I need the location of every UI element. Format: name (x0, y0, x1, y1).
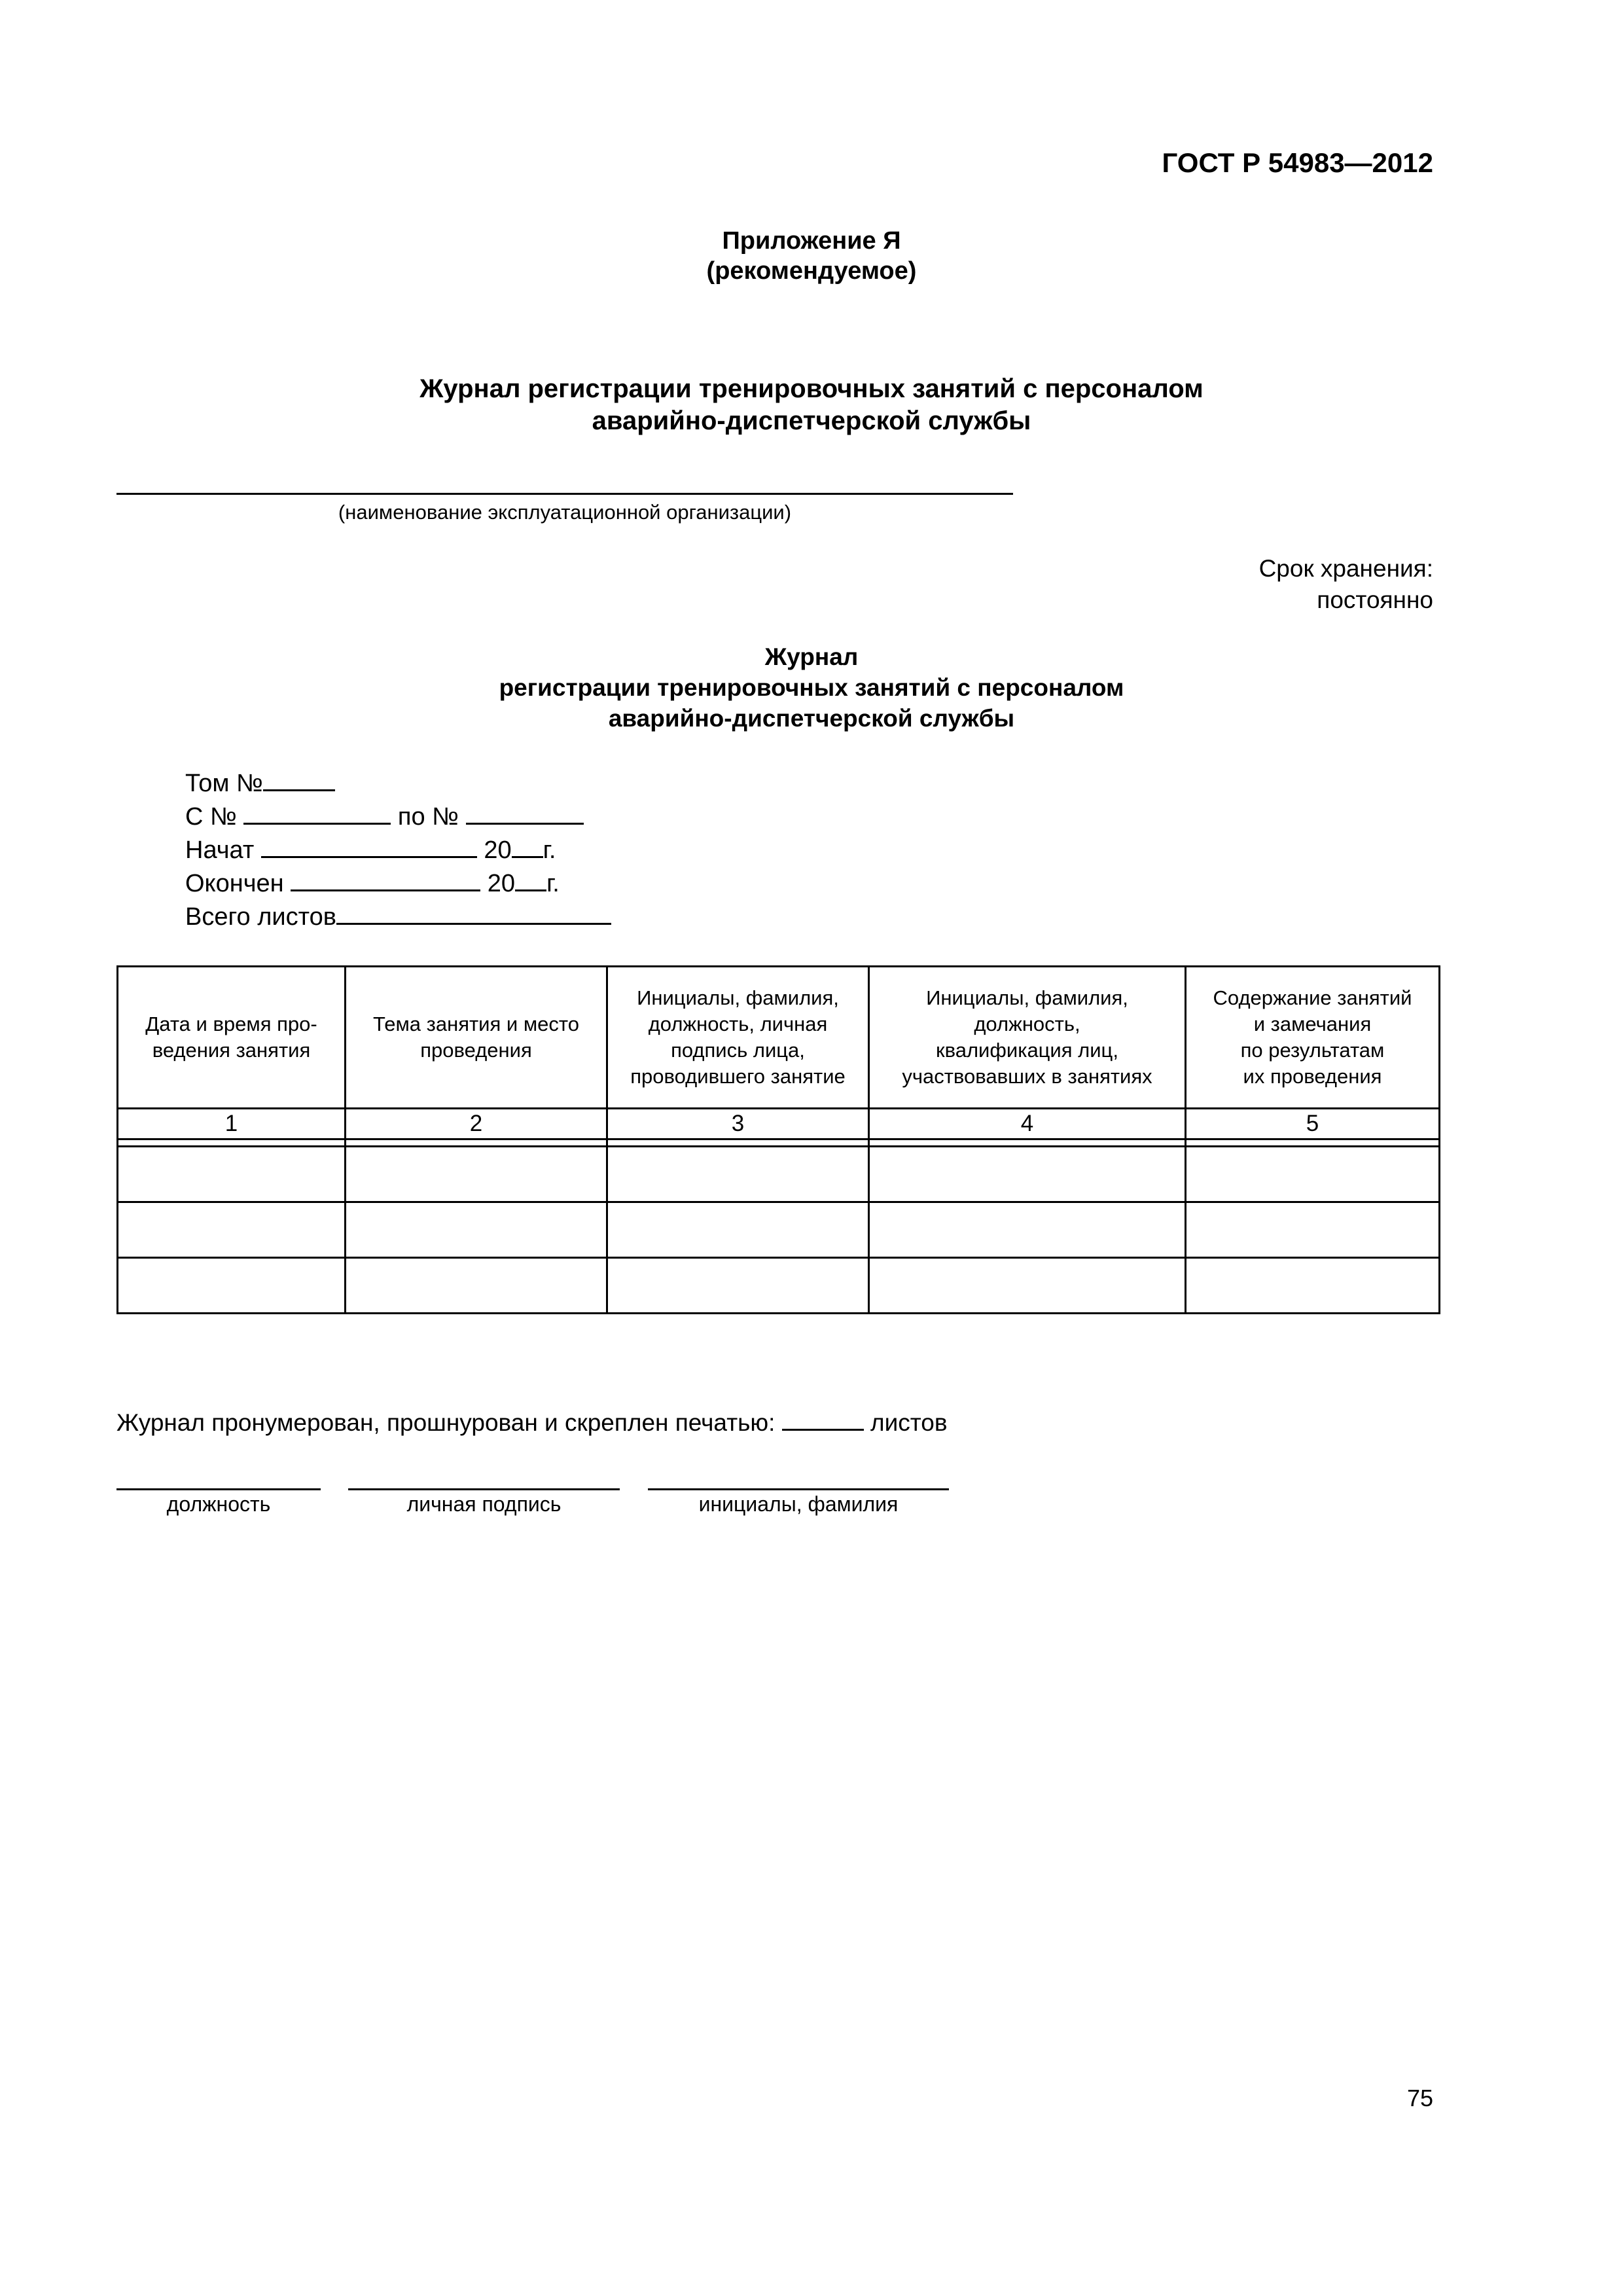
table-cell[interactable] (346, 1147, 607, 1202)
table-cell[interactable] (346, 1258, 607, 1314)
table-cell[interactable] (869, 1147, 1186, 1202)
spacer-cell (1186, 1139, 1440, 1147)
position-caption: должность (166, 1492, 271, 1516)
started-year-blank[interactable] (512, 831, 543, 858)
finished-field (185, 865, 560, 897)
range-field (185, 798, 584, 831)
document-title-line-1: Журнал регистрации тренировочных занятий с персоналом (419, 374, 1204, 403)
spacer-cell (869, 1139, 1186, 1147)
started-year-suffix: г. (543, 836, 556, 864)
storage-period (1259, 553, 1433, 616)
column-number-row (118, 1109, 1440, 1139)
column-header-topic: Тема занятия и место проведения (346, 967, 607, 1109)
table-spacer-row (118, 1139, 1440, 1147)
to-blank[interactable] (466, 798, 584, 825)
personal-signature-caption: личная подпись (406, 1492, 562, 1516)
document-title (0, 373, 1623, 437)
appendix-title: Приложение Я (722, 227, 901, 255)
table-cell[interactable] (1186, 1202, 1440, 1258)
binding-note-suffix: листов (870, 1409, 948, 1436)
document-standard-code: ГОСТ Р 54983—2012 (1162, 147, 1433, 178)
total-sheets-label: Всего листов (185, 903, 336, 931)
organization-name-line[interactable] (116, 493, 1013, 495)
finished-label: Окончен (185, 870, 284, 897)
table-cell[interactable] (607, 1202, 869, 1258)
journal-heading-line-2: регистрации тренировочных занятий с персоналом (499, 674, 1124, 701)
table-row (118, 1202, 1440, 1258)
finished-year-blank[interactable] (515, 865, 546, 891)
table-cell[interactable] (118, 1147, 346, 1202)
binding-note (116, 1404, 948, 1437)
personal-signature-line[interactable] (348, 1488, 620, 1490)
finished-year-prefix: 20 (487, 870, 516, 897)
spacer-cell (118, 1139, 346, 1147)
column-header-instructor: Инициалы, фамилия, должность, личная подпись лица, проводившего занятие (607, 967, 869, 1109)
table-header-row (118, 967, 1440, 1109)
journal-heading (0, 641, 1623, 734)
column-number: 3 (607, 1109, 869, 1139)
document-title-line-2: аварийно-диспетчерской службы (592, 406, 1031, 435)
total-sheets-blank[interactable] (336, 898, 611, 925)
started-label: Начат (185, 836, 255, 864)
from-label: С № (185, 803, 237, 831)
sheet-count-blank[interactable] (782, 1404, 864, 1431)
table-cell[interactable] (869, 1202, 1186, 1258)
column-header-participants: Инициалы, фамилия, должность, квалификация лиц, участвовавших в занятиях (869, 967, 1186, 1109)
storage-label: Срок хранения: (1258, 555, 1433, 582)
started-field (185, 831, 556, 864)
table-cell[interactable] (118, 1202, 346, 1258)
table-row (118, 1258, 1440, 1314)
column-number: 1 (118, 1109, 346, 1139)
finished-year-suffix: г. (546, 870, 560, 897)
finished-date-blank[interactable] (291, 865, 480, 891)
total-sheets-field (185, 898, 611, 931)
spacer-cell (607, 1139, 869, 1147)
volume-label: Том № (185, 770, 263, 797)
name-caption: инициалы, фамилия (698, 1492, 899, 1516)
started-date-blank[interactable] (261, 831, 477, 858)
appendix-status: (рекомендуемое) (706, 257, 917, 285)
table-cell[interactable] (869, 1258, 1186, 1314)
column-header-date: Дата и время про- ведения занятия (118, 967, 346, 1109)
table-cell[interactable] (607, 1147, 869, 1202)
volume-field (185, 764, 335, 797)
column-number: 2 (346, 1109, 607, 1139)
column-number: 5 (1186, 1109, 1440, 1139)
spacer-cell (346, 1139, 607, 1147)
table-cell[interactable] (118, 1258, 346, 1314)
journal-heading-line-1: Журнал (764, 643, 859, 670)
from-blank[interactable] (243, 798, 391, 825)
position-signature-line[interactable] (116, 1488, 321, 1490)
to-label: по № (397, 803, 459, 831)
table-cell[interactable] (1186, 1147, 1440, 1202)
journal-heading-line-3: аварийно-диспетчерской службы (608, 705, 1015, 732)
table-row (118, 1147, 1440, 1202)
page-number: 75 (1406, 2085, 1433, 2111)
name-signature-line[interactable] (648, 1488, 949, 1490)
table-cell[interactable] (607, 1258, 869, 1314)
started-year-prefix: 20 (484, 836, 512, 864)
table-cell[interactable] (1186, 1258, 1440, 1314)
binding-note-text: Журнал пронумерован, прошнурован и скреплен печатью: (116, 1409, 776, 1436)
table-cell[interactable] (346, 1202, 607, 1258)
training-log-table (116, 965, 1440, 1314)
appendix-heading (0, 226, 1623, 286)
volume-blank[interactable] (263, 764, 335, 791)
column-number: 4 (869, 1109, 1186, 1139)
organization-caption: (наименование эксплуатационной организации) (338, 501, 792, 524)
column-header-content: Содержание занятий и замечания по результатам их проведения (1186, 967, 1440, 1109)
storage-value: постоянно (1317, 586, 1433, 613)
